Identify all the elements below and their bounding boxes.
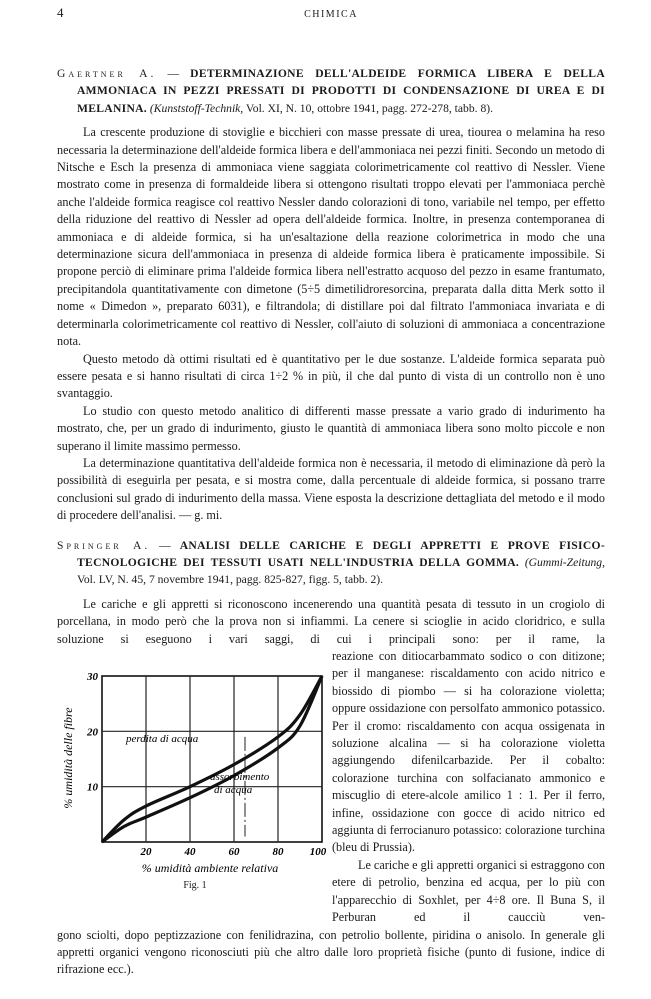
page-number: 4 (57, 5, 64, 20)
article1-title: DETERMINAZIONE DELL'ALDEIDE FORMICA LIBERA E DELLA AMMONIACA IN PEZZI PRESSATI DI PRODOTTI DI CONDENSAZIONE DI UREA E DI MELANINA. (77, 67, 606, 115)
article1-paragraph: Lo studio con questo metodo analitico di differenti masse pressate a vario grado di indurimento ha mostrato, che, per un grado di indurimento, giusto le quantità di ammoniaca libera sono molto piccole e non superano il limite massimo permesso. (57, 403, 605, 453)
x-tick-label: 60 (228, 846, 240, 858)
article1-citation: Vol. XI, N. 10, ottobre 1941, pagg. 272-278, tabb. 8). (243, 101, 493, 115)
series-line-assorbimento (102, 676, 322, 842)
chart-curves (102, 676, 322, 842)
x-tick-label: 20 (140, 846, 152, 858)
figure-1 (60, 662, 330, 893)
running-header: CHIMICA (304, 9, 358, 20)
article1-journal: (Kunststoff-Technik, (149, 101, 244, 115)
series-line-perdita (102, 676, 322, 842)
figure-caption: Fig. 1 (183, 880, 207, 891)
article2-paragraph: Le cariche e gli appretti organici si estraggono con etere di petrolio, benzina ed acqua, per lo più con l'apparecchio di Soxhlet, per 4÷8 ore. Il Buna S, il Perburan ed il caucciù ven- (332, 857, 605, 925)
article2-paragraph: reazione con ditiocarbammato sodico o con ditizone; per il manganese: riscaldamento con acido nitrico e biossido di piombo — si ha colorazione violetta; oppure ossidazione con persolfato ammonico potassico. Per il cromo: riscaldamento con acqua ossigenata in soluzione alcalina — si ha colorazione violetta aggiungendo difenilcarbazide. Per il cobalto: colorazione turchina con solfacianato ammonico e miscuglio di etere-alcole amilico 1 : 1. Per il ferro, infine, ossidazione con gocce di acido nitrico ed aggiunta di ferrocianuro potassico: colorazione turchina (bleu di Prussia). (332, 649, 605, 855)
x-axis-label: % umidità ambiente relativa (141, 861, 279, 875)
article1-paragraph: La crescente produzione di stoviglie e bicchieri con masse pressate di urea, tiourea o melamina ha reso necessaria la determinazione dell'aldeide formica libera e dell'ammoniaca nei pezzi finiti. Secondo un metodo di Nitsche e Esch la presenza di ammoniaca viene saggiata colorimetricamente col reattivo di Nessler. Viene mostrato come in presenza di formaldeide libera si ottengono risultati troppo elevati per l'ammoniaca perchè anche l'aldeide formica reagisce col reattivo Nessler dando colorazioni di tono, variabile nel tempo, per effetto della riduzione del reattivo di Nessler ad opera dell'aldeide formica. Inoltre, in presenza contemporanea di ammoniaca e di aldeide formica, si ha un'esaltazione della reazione colorimetrica in modo che una determinazione sicura dell'ammoniaca in presenza di aldeide formica libera è praticamente impossibile. Si propone perciò di eliminare prima l'aldeide formica libera nell'estratto acquoso del pezzo in esame frantumato, precipitandola quantitativamente con dimetone (5÷5 dimetilidroresorcina, preparata dalla ditta Merk sotto il nome « Dimedon », preparato 6031), e filtrandola; di distillare poi dal filtrato l'ammoniaca invariata e di determinarla colorimetricamente col reattivo di Nessler, coll'aiuto di soluzioni di ammoniaca a concentrazione nota. (57, 125, 605, 349)
x-tick-label: 80 (272, 846, 284, 858)
article1-body (57, 124, 605, 524)
y-tick-label: 20 (87, 726, 98, 739)
article2-body-bottom (57, 927, 605, 979)
article1-dash: — (156, 67, 191, 80)
article2-paragraph: gono sciolti, dopo peptizzazione con fenilidrazina, con petrolio bollente, piridina o anisolo. In generale gli appretti organici vengono riconosciuti più che altro dalle loro proprietà fisiche (punto di fusione, indice di rifrazione ecc.). (57, 927, 605, 977)
article2-body-top (57, 596, 605, 648)
plot-frame (102, 676, 322, 842)
article1-paragraph: La determinazione quantitativa dell'aldeide formica non è necessaria, il metodo di eliminazione dà però la possibilità di eseguirla per pesata, e si mostra come, dalla percentuale di aldeide formica, si possano trarre conclusioni sul grado di indurimento della massa. Viene esposta la descrizione dettagliata del metodo e il modo di procedere dell'analisi. — g. mi. (57, 455, 605, 523)
article2-body-right (332, 648, 605, 927)
article2-author: Springer A. (57, 538, 151, 552)
article2-heading (57, 537, 605, 589)
y-axis-label: % umidità delle fibre (61, 707, 75, 809)
chart-grid (102, 676, 322, 842)
article1-heading (57, 65, 605, 117)
article2-paragraph: Le cariche e gli appretti si riconoscono incenerendo una quantità pesata di tessuto in un crogiolo di porcellana, in modo però che la prova non si infiammi. La cenere si scioglie in acido cloridrico, e sulla soluzione si eseguono i vari saggi, di cui i principali sono: per il rame, la (57, 596, 605, 646)
article2-figure-row (57, 648, 605, 927)
article2-journal: (Gummi-Zeitung, (524, 555, 605, 569)
article1-author: Gaertner A. (57, 67, 157, 80)
annotation-assorbimento: assorbimento di acqua (210, 771, 270, 796)
article2-citation: Vol. LV, N. 45, 7 novembre 1941, pagg. 825-827, figg. 5, tabb. 2). (77, 573, 384, 587)
article2-title: ANALISI DELLE CARICHE E DEGLI APPRETTI E PROVE FISICO-TECNOLOGICHE DEI TESSUTI USATI NELL'INDUSTRIA DELLA GOMMA. (77, 538, 605, 569)
running-header-bar (57, 5, 605, 27)
annotation-perdita: perdita di acqua (126, 733, 199, 745)
x-tick-label: 40 (184, 846, 196, 858)
y-tick-label: 30 (87, 671, 98, 683)
chart-ticks (86, 671, 327, 858)
humidity-chart (60, 662, 330, 877)
article2-dash: — (150, 538, 180, 552)
x-tick-label: 100 (309, 846, 327, 858)
y-tick-label: 10 (87, 781, 98, 794)
article1-paragraph: Questo metodo dà ottimi risultati ed è quantitativo per le due sostanze. L'aldeide formica separata può essere pesata e si hanno risultati di circa 1÷2 % in più, il che dal punto di vista di un controllo non è uno svantaggio. (57, 351, 605, 401)
